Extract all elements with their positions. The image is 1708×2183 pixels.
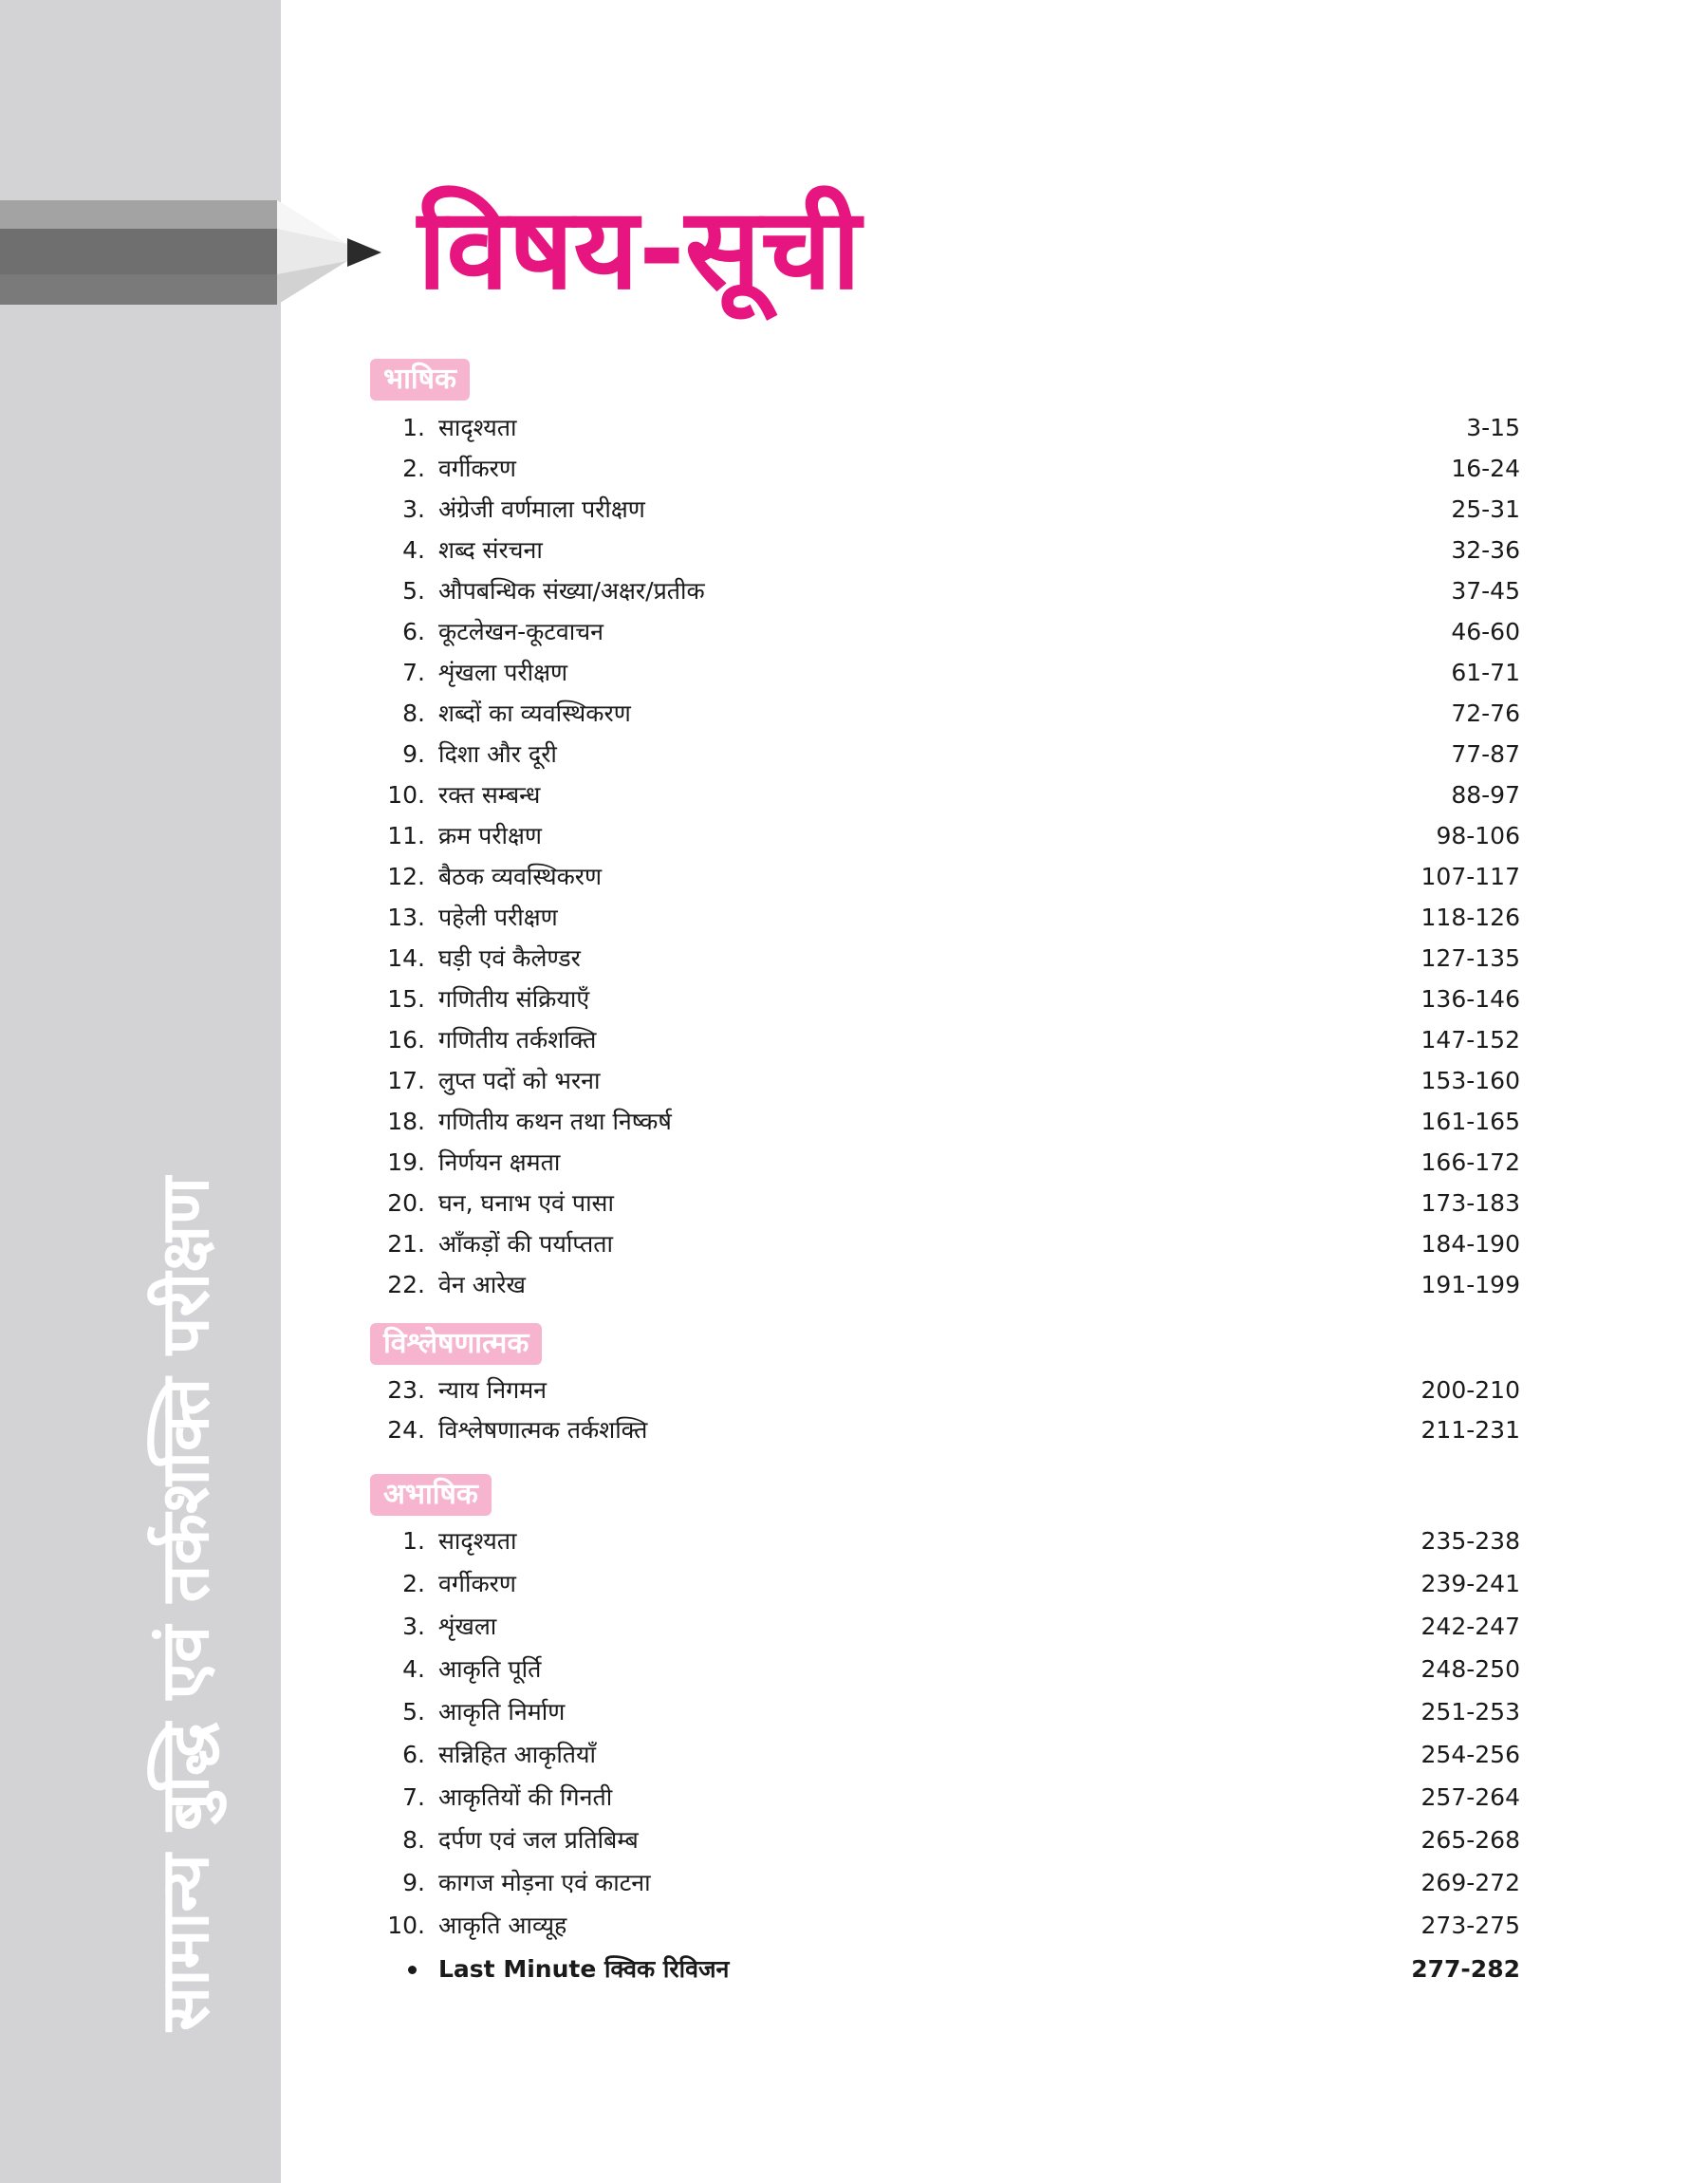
toc-title: गणितीय कथन तथा निष्कर्ष — [438, 1108, 672, 1135]
toc-number: 6. — [402, 618, 425, 645]
toc-item — [370, 1266, 1520, 1304]
toc-pages: 161-165 — [1420, 1108, 1520, 1135]
toc-item — [370, 1185, 1520, 1222]
toc-number: 21. — [387, 1230, 425, 1258]
toc-pages: 211-231 — [1420, 1416, 1520, 1444]
toc-pages: 153-160 — [1420, 1067, 1520, 1094]
toc-number: 24. — [387, 1416, 425, 1444]
toc-title: दर्पण एवं जल प्रतिबिम्ब — [438, 1826, 639, 1854]
section-heading-abhashik: अभाषिक — [370, 1474, 492, 1516]
toc-title: गणितीय तर्कशक्ति — [438, 1026, 597, 1054]
toc-title: वेन आरेख — [438, 1271, 526, 1298]
toc-number: 9. — [402, 1869, 425, 1896]
toc-pages: 254-256 — [1420, 1741, 1520, 1768]
toc-title: शृंखला परीक्षण — [438, 659, 568, 686]
toc-number: 3. — [402, 495, 425, 523]
toc-item — [370, 1736, 1520, 1774]
toc-number: 15. — [387, 985, 425, 1013]
toc-number: 3. — [402, 1613, 425, 1640]
toc-item — [370, 1821, 1520, 1859]
toc-number: 5. — [402, 577, 425, 605]
toc-item — [370, 1864, 1520, 1902]
toc-pages: 16-24 — [1451, 455, 1520, 482]
toc-number: 20. — [387, 1189, 425, 1217]
toc-pages: 257-264 — [1420, 1783, 1520, 1811]
toc-pages: 77-87 — [1451, 740, 1520, 768]
side-band — [0, 0, 281, 2183]
toc-title: औपबन्धिक संख्या/अक्षर/प्रतीक — [438, 577, 705, 605]
toc-title: पहेली परीक्षण — [438, 904, 558, 931]
toc-title: आकृतियों की गिनती — [438, 1783, 613, 1811]
toc-item — [370, 776, 1520, 814]
toc-number: 7. — [402, 659, 425, 686]
toc-item — [370, 1371, 1520, 1409]
toc-pages: 46-60 — [1451, 618, 1520, 645]
toc-number: 13. — [387, 904, 425, 931]
toc-item — [370, 1779, 1520, 1817]
bullet-icon — [408, 1966, 417, 1974]
toc-title: गणितीय संक्रियाएँ — [438, 985, 590, 1013]
toc-item — [370, 1565, 1520, 1603]
toc-title: सादृश्यता — [438, 1527, 517, 1555]
toc-pages: 239-241 — [1420, 1570, 1520, 1597]
toc-item — [370, 450, 1520, 488]
toc-title: शब्द संरचना — [438, 536, 543, 564]
toc-title: सादृश्यता — [438, 414, 517, 441]
toc-pages: 277-282 — [1411, 1955, 1520, 1983]
toc-number: 7. — [402, 1783, 425, 1811]
toc-item — [370, 1144, 1520, 1182]
toc-title: शब्दों का व्यवस्थिकरण — [438, 700, 631, 727]
toc-item-last-minute — [370, 1950, 1520, 1988]
toc-item — [370, 1062, 1520, 1100]
toc-item — [370, 817, 1520, 855]
toc-title: दिशा और दूरी — [438, 740, 557, 768]
toc-item — [370, 1225, 1520, 1263]
toc-pages: 25-31 — [1451, 495, 1520, 523]
section-heading-bhashik: भाषिक — [370, 359, 470, 401]
toc-pages: 72-76 — [1451, 700, 1520, 727]
toc-pages: 61-71 — [1451, 659, 1520, 686]
toc-item — [370, 899, 1520, 937]
toc-title: रक्त सम्बन्ध — [438, 781, 541, 809]
toc-pages: 88-97 — [1451, 781, 1520, 809]
pencil-icon — [0, 195, 389, 310]
toc-pages: 166-172 — [1420, 1148, 1520, 1176]
toc-item — [370, 695, 1520, 733]
toc-number: 2. — [402, 1570, 425, 1597]
toc-title: आँकड़ों की पर्याप्तता — [438, 1230, 614, 1258]
toc-number: 6. — [402, 1741, 425, 1768]
toc-pages: 107-117 — [1420, 863, 1520, 890]
toc-number: 9. — [402, 740, 425, 768]
toc-pages: 136-146 — [1420, 985, 1520, 1013]
toc-title: घड़ी एवं कैलेण्डर — [438, 944, 581, 972]
toc-pages: 265-268 — [1420, 1826, 1520, 1854]
toc-title: वर्गीकरण — [438, 1570, 516, 1597]
toc-title: आकृति पूर्ति — [438, 1655, 542, 1683]
toc-item — [370, 654, 1520, 692]
toc-item — [370, 613, 1520, 651]
toc-title: कागज मोड़ना एवं काटना — [438, 1869, 651, 1896]
toc-pages: 235-238 — [1420, 1527, 1520, 1555]
toc-pages: 173-183 — [1420, 1189, 1520, 1217]
toc-title: निर्णयन क्षमता — [438, 1148, 561, 1176]
toc-title: लुप्त पदों को भरना — [438, 1067, 601, 1094]
toc-item — [370, 940, 1520, 978]
toc-item — [370, 1651, 1520, 1689]
toc-pages: 248-250 — [1420, 1655, 1520, 1683]
toc-title: घन, घनाभ एवं पासा — [438, 1189, 614, 1217]
toc-pages: 184-190 — [1420, 1230, 1520, 1258]
toc-title: अंग्रेजी वर्णमाला परीक्षण — [438, 495, 645, 523]
toc-pages: 191-199 — [1420, 1271, 1520, 1298]
toc-item — [370, 1103, 1520, 1141]
toc-item — [370, 409, 1520, 447]
toc-number: 17. — [387, 1067, 425, 1094]
toc-number: 4. — [402, 536, 425, 564]
toc-number: 1. — [402, 414, 425, 441]
toc-title: न्याय निगमन — [438, 1376, 548, 1404]
toc-item — [370, 532, 1520, 569]
toc-number: 1. — [402, 1527, 425, 1555]
toc-title: आकृति निर्माण — [438, 1698, 566, 1726]
toc-number: 19. — [387, 1148, 425, 1176]
toc-pages: 3-15 — [1466, 414, 1520, 441]
toc-number: 16. — [387, 1026, 425, 1054]
toc-number: 5. — [402, 1698, 425, 1726]
toc-item — [370, 858, 1520, 896]
toc-title: आकृति आव्यूह — [438, 1912, 567, 1939]
toc-number: 4. — [402, 1655, 425, 1683]
toc-number: 18. — [387, 1108, 425, 1135]
toc-title: वर्गीकरण — [438, 455, 516, 482]
toc-pages: 269-272 — [1420, 1869, 1520, 1896]
toc-pages: 32-36 — [1451, 536, 1520, 564]
toc-item — [370, 1411, 1520, 1449]
toc-title: क्रम परीक्षण — [438, 822, 542, 849]
toc-number: 12. — [387, 863, 425, 890]
toc-title: सन्निहित आकृतियाँ — [438, 1741, 597, 1768]
toc-number: 2. — [402, 455, 425, 482]
toc-title: बैठक व्यवस्थिकरण — [438, 863, 603, 890]
toc-number: 11. — [387, 822, 425, 849]
toc-item — [370, 1522, 1520, 1560]
toc-pages: 200-210 — [1420, 1376, 1520, 1404]
toc-item — [370, 1693, 1520, 1731]
toc-pages: 98-106 — [1436, 822, 1520, 849]
toc-title: शृंखला — [438, 1613, 497, 1640]
toc-pages: 251-253 — [1420, 1698, 1520, 1726]
toc-pages: 37-45 — [1451, 577, 1520, 605]
toc-item — [370, 736, 1520, 774]
toc-item — [370, 491, 1520, 529]
toc-number: 22. — [387, 1271, 425, 1298]
toc-item — [370, 1021, 1520, 1059]
spine-title: सामान्य बुद्धि एवं तर्कशक्ति परीक्षण — [146, 1177, 224, 2031]
toc-number: 14. — [387, 944, 425, 972]
toc-number: 10. — [387, 1912, 425, 1939]
toc-number: 10. — [387, 781, 425, 809]
toc-title: Last Minute क्विक रिविजन — [438, 1955, 730, 1983]
toc-item — [370, 1907, 1520, 1945]
section-heading-vishleshanatmak: विश्लेषणात्मक — [370, 1323, 542, 1365]
toc-pages: 242-247 — [1420, 1613, 1520, 1640]
toc-number: 23. — [387, 1376, 425, 1404]
toc-pages: 147-152 — [1420, 1026, 1520, 1054]
toc-title: विश्लेषणात्मक तर्कशक्ति — [438, 1416, 648, 1444]
toc-item — [370, 1608, 1520, 1646]
toc-pages: 273-275 — [1420, 1912, 1520, 1939]
toc-number: 8. — [402, 1826, 425, 1854]
toc-number: 8. — [402, 700, 425, 727]
toc-pages: 127-135 — [1420, 944, 1520, 972]
toc-item — [370, 980, 1520, 1018]
toc-item — [370, 572, 1520, 610]
toc-pages: 118-126 — [1420, 904, 1520, 931]
page-title: विषय-सूची — [418, 183, 862, 314]
toc-title: कूटलेखन-कूटवाचन — [438, 618, 604, 645]
